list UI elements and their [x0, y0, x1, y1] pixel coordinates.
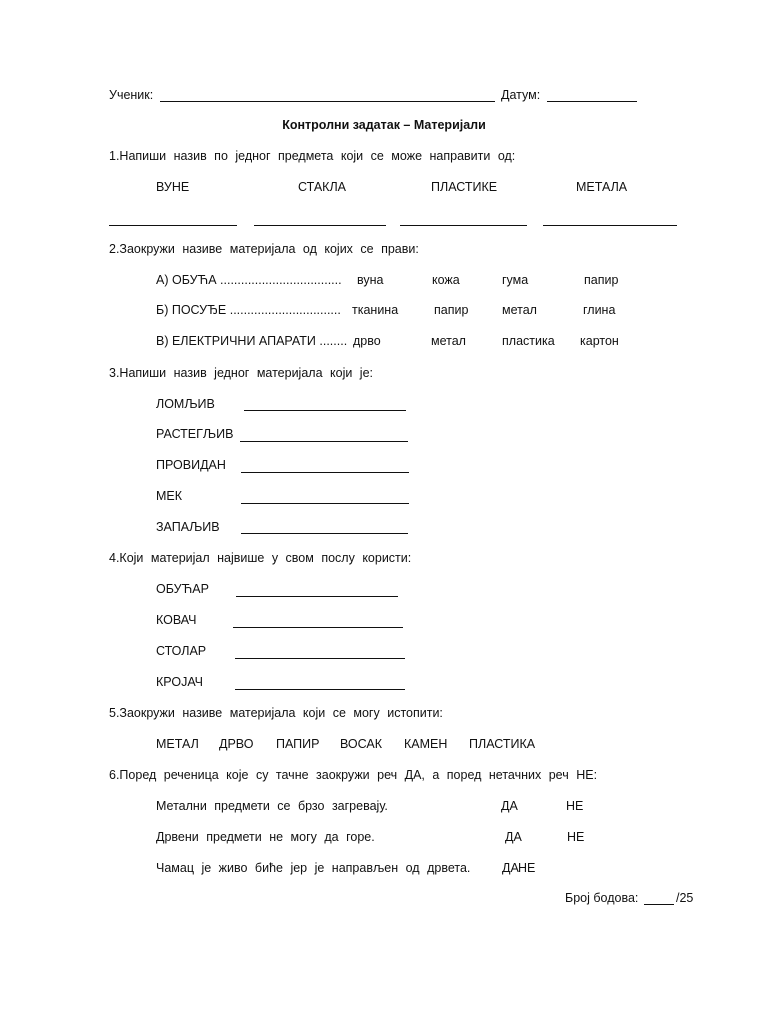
q4-item: ОБУЋАР [156, 582, 209, 596]
q2-option[interactable]: метал [502, 303, 537, 317]
q2-row-label: В) ЕЛЕКТРИЧНИ АПАРАТИ ........ [156, 334, 348, 348]
q5-option[interactable]: МЕТАЛ [156, 737, 199, 751]
q3-answer-line[interactable] [240, 441, 408, 442]
q4-item: КОВАЧ [156, 613, 197, 627]
q2-option[interactable]: картон [580, 334, 619, 348]
score-max: /25 [676, 891, 694, 905]
q1-item: СТАКЛА [298, 180, 346, 194]
q2-row-label: Б) ПОСУЂЕ ................................ [156, 303, 341, 317]
q2-option[interactable]: папир [434, 303, 469, 317]
q4-answer-line[interactable] [235, 658, 405, 659]
q4-prompt: 4.Који материјал највише у свом послу користи: [109, 551, 412, 565]
student-label: Ученик: [109, 88, 154, 102]
q6-statement: Дрвени предмети не могу да горе. [156, 830, 375, 844]
q2-option[interactable]: тканина [352, 303, 399, 317]
q6-no-option[interactable]: НЕ [518, 861, 536, 875]
q2-option[interactable]: гума [502, 273, 529, 287]
q6-prompt: 6.Поред реченица које су тачне заокружи реч ДА, а поред нетачних реч НЕ: [109, 768, 598, 782]
q6-no-option[interactable]: НЕ [566, 799, 584, 813]
score-line[interactable] [644, 904, 674, 905]
q1-item: ВУНЕ [156, 180, 190, 194]
q6-yes-option[interactable]: ДА [501, 799, 518, 813]
q3-answer-line[interactable] [241, 472, 409, 473]
q3-item: РАСТЕГЉИВ [156, 427, 234, 441]
q1-item: МЕТАЛА [576, 180, 628, 194]
q5-option[interactable]: ПЛАСТИКА [469, 737, 536, 751]
q4-answer-line[interactable] [235, 689, 405, 690]
q1-prompt: 1.Напиши назив по једног предмета који се може направити од: [109, 149, 516, 163]
q1-answer-line[interactable] [543, 225, 677, 226]
q4-answer-line[interactable] [233, 627, 403, 628]
q6-statement: Чамац је живо биће јер је направљен од дрвета. [156, 861, 471, 875]
q3-answer-line[interactable] [241, 533, 408, 534]
q2-option[interactable]: глина [583, 303, 616, 317]
q4-item: КРОЈАЧ [156, 675, 204, 689]
q2-prompt: 2.Заокружи називе материјала од којих се прави: [109, 242, 419, 256]
q2-option[interactable]: метал [431, 334, 466, 348]
q1-answer-line[interactable] [254, 225, 386, 226]
score-label: Број бодова: [565, 891, 639, 905]
q3-answer-line[interactable] [244, 410, 406, 411]
q2-option[interactable]: дрво [353, 334, 381, 348]
q2-option[interactable]: кожа [432, 273, 460, 287]
q3-item: ЛОМЉИВ [156, 397, 215, 411]
q6-statement: Метални предмети се брзо загревају. [156, 799, 388, 813]
student-name-line[interactable] [160, 101, 495, 102]
page-title: Контролни задатак – Материјали [282, 118, 486, 132]
q6-no-option[interactable]: НЕ [567, 830, 585, 844]
q1-item: ПЛАСТИКЕ [431, 180, 498, 194]
date-line[interactable] [547, 101, 637, 102]
q3-item: МЕК [156, 489, 183, 503]
q6-yes-option[interactable]: ДА [505, 830, 522, 844]
date-label: Датум: [501, 88, 541, 102]
q1-answer-line[interactable] [400, 225, 527, 226]
q3-answer-line[interactable] [241, 503, 409, 504]
q5-option[interactable]: ПАПИР [276, 737, 320, 751]
q3-prompt: 3.Напиши назив једног материјала који је: [109, 366, 374, 380]
q2-option[interactable]: вуна [357, 273, 384, 287]
q5-option[interactable]: КАМЕН [404, 737, 448, 751]
q6-yes-option[interactable]: ДА [502, 861, 519, 875]
q5-option[interactable]: ВОСАК [340, 737, 383, 751]
q2-option[interactable]: пластика [502, 334, 555, 348]
q2-option[interactable]: папир [584, 273, 619, 287]
q4-item: СТОЛАР [156, 644, 207, 658]
q1-answer-line[interactable] [109, 225, 237, 226]
q4-answer-line[interactable] [236, 596, 398, 597]
q2-row-label: А) ОБУЋА ................................... [156, 273, 342, 287]
q3-item: ПРОВИДАН [156, 458, 226, 472]
q5-prompt: 5.Заокружи називе материјала који се могу истопити: [109, 706, 443, 720]
q5-option[interactable]: ДРВО [219, 737, 254, 751]
q3-item: ЗАПАЉИВ [156, 520, 220, 534]
